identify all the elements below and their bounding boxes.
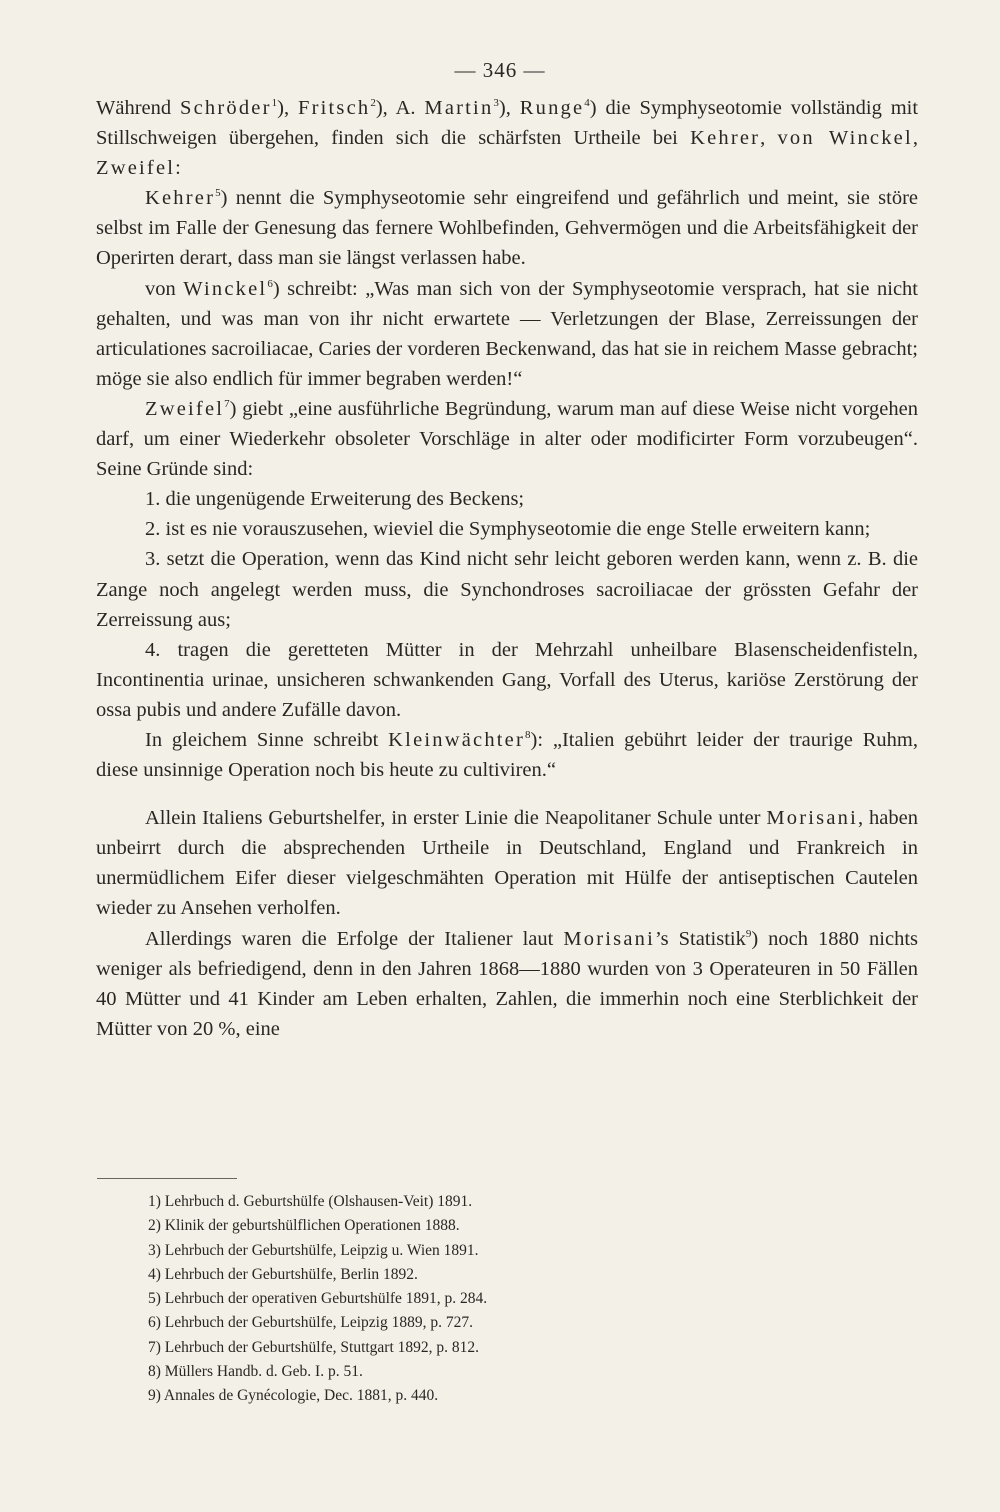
footnote-divider [97,1178,237,1179]
body-paragraph [96,93,918,183]
text-run: ) schreibt: „Was man sich von der Symphyseotomie versprach, hat sie nicht gehalten, und was man von ihr nicht erwartete — Verletzungen der Blase, Zerreissungen der articulationes sacroiliacae, Caries der vorderen Beckenwand, das hat sie in reichem Masse gebracht; möge sie also endlich für immer begraben werden!“ [96,277,919,390]
footnote-ref: 1 [271,97,278,109]
spaced-name: von Winckel [777,127,913,150]
footnote-ref: 9 [745,927,752,940]
footnote-ref: 8 [525,728,531,741]
page-number: — 346 — [454,58,546,82]
text-run: ) nennt die Symphyseotomie sehr eingreifend und gefährlich und meint, sie störe selbst im Falle der Genesung das fernere Wohlbefinden, Gehvermögen und die Arbeitsfähigkeit der Operirten derart, dass man sie längst verlassen habe. [96,187,918,270]
body-paragraph [96,725,918,785]
footnote-item: 7) Lehrbuch der Geburtshülfe, Stuttgart 1892, p. 812. [148,1338,480,1356]
body-paragraph [96,274,918,394]
footnote-ref: 5 [215,187,221,200]
text-run: : [175,157,181,180]
footnote-item: 1) Lehrbuch d. Geburtshülfe (Olshausen-Veit) 1891. [148,1193,473,1210]
body-paragraph [96,183,918,273]
footnote-item: 8) Müllers Handb. d. Geb. I. p. 51. [148,1363,363,1381]
text-run: von [145,277,184,300]
body-paragraph [96,803,918,923]
text-run: ) noch 1880 nichts weniger als befriedigend, denn in den Jahren 1868—1880 wurden von 3 Operateuren in 50 Fällen 40 Mütter und 41 Kinder am Leben erhalten, Zahlen, die immerhin noch eine Sterblichkeit der Mütter von 20 %, eine [96,927,918,1040]
footnote-item: 6) Lehrbuch der Geburtshülfe, Leipzig 1889, p. 727. [148,1314,473,1332]
text-run: ): „Italien gebührt leider der traurige Ruhm, diese unsinnige Operation noch bis heute zu cultiviren.“ [96,728,918,782]
footnote-item: 3) Lehrbuch der Geburtshülfe, Leipzig u. Wien 1891. [148,1241,479,1259]
footnotes-list [148,1190,848,1409]
text-run: , [912,127,918,150]
spaced-name: Fritsch [298,97,371,119]
text-run: ), [498,97,520,119]
body-paragraph [96,514,918,544]
body-paragraph [96,924,918,1044]
spaced-name: Morisani [563,927,655,950]
footnote-item: 2) Klinik der geburtshülflichen Operationen 1888. [148,1217,460,1235]
footnote-item: 9) Annales de Gynécologie, Dec. 1881, p. 440. [148,1387,439,1405]
spaced-name: Runge [519,97,585,119]
text-run: ), [277,97,298,119]
footnote-ref: 2 [370,97,376,109]
footnote-item: 5) Lehrbuch der operativen Geburtshülfe 1891, p. 284. [148,1290,488,1308]
text-run: , [760,127,778,150]
body-paragraph [96,484,918,514]
footnote-item: 4) Lehrbuch der Geburtshülfe, Berlin 1892. [148,1265,418,1283]
text-run: Allerdings waren die Erfolge der Italiener laut [145,927,564,950]
text-run: Während [96,97,181,119]
footnote-ref: 4 [584,97,590,109]
body-paragraph [96,635,918,725]
text-run: 4. tragen die geretteten Mütter in der Mehrzahl unheilbare Blasenscheidenfisteln, Incontinentia urinae, unsicheren schwankenden Gang, Vorfall des Uterus, kariöse Zerstörung der ossa pubis und andere Zufälle davon. [96,638,918,721]
spaced-name: Martin [424,97,494,119]
text-run: ) giebt „eine ausführliche Begründung, warum man auf diese Weise nicht vorgehen darf, um einer Wiederkehr obsoleter Vorschläge in alter oder modificirter Form vorzubeugen“. Seine Gründe sind: [96,397,918,481]
body-paragraph [96,394,918,484]
spaced-name: Zweifel [145,397,225,420]
spaced-name: Kehrer [690,127,761,150]
text-run: 3. setzt die Operation, wenn das Kind nicht sehr leicht geboren werden kann, wenn z. B. die Zange noch angelegt werden muss, die Synchondroses sacroiliacae der grössten Gefahr der Zerreissung aus; [96,548,918,631]
text-run: ’s Statistik [654,927,746,950]
spaced-name: Winckel [183,277,268,300]
spaced-name: Kehrer [145,187,216,210]
spaced-name: Kleinwächter [388,728,525,751]
text-run: 1. die ungenügende Erweiterung des Beckens; [145,488,525,511]
footnote-ref: 6 [267,277,273,290]
spaced-name: Zweifel [96,157,176,180]
text-run: , haben unbeirrt durch die absprechenden Urtheile in Deutschland, England und Frankreich in unermüdlichem Eifer dieser vielgeschmähten Operation mit Hülfe der antiseptischen Cautelen wieder zu Ansehen verholfen. [96,807,918,920]
spaced-name: Schröder [180,97,272,119]
footnote-ref: 7 [224,397,230,410]
text-run: 2. ist es nie vorauszusehen, wieviel die Symphyseotomie die enge Stelle erweitern kann; [145,518,871,541]
body-text [96,93,918,1044]
text-run: ) die Symphyseotomie vollständig mit Stillschweigen übergehen, finden sich die schärfsten Urtheile bei [96,97,919,150]
text-run: ), A. [375,97,425,119]
paragraph-gap [96,785,918,803]
footnote-ref: 3 [493,97,499,109]
body-paragraph [96,544,918,634]
text-run: Allein Italiens Geburtshelfer, in erster Linie die Neapolitaner Schule unter [145,807,767,830]
text-run: In gleichem Sinne schreibt [145,728,389,751]
spaced-name: Morisani [766,807,858,830]
